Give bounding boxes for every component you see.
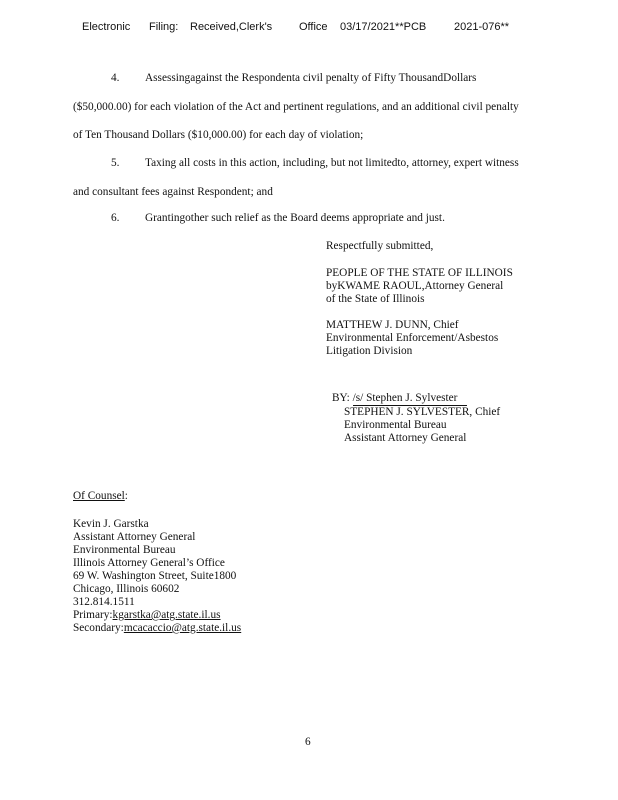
state-line: of the State of Illinois (326, 293, 425, 305)
division-title-2: Litigation Division (326, 345, 413, 357)
header-office: Office (299, 21, 328, 33)
signer-title: Assistant Attorney General (344, 432, 467, 444)
counsel-city: Chicago, Illinois 60602 (73, 583, 180, 595)
division-title-1: Environmental Enforcement/Asbestos (326, 332, 499, 344)
item-4-line-3: of Ten Thousand Dollars ($10,000.00) for each day of violation; (73, 129, 364, 141)
electronic-signature: /s/ Stephen J. Sylvester (353, 392, 468, 406)
counsel-street: 69 W. Washington Street, Suite1800 (73, 570, 237, 582)
header-case-number: 2021-076** (454, 21, 510, 33)
signer-bureau: Environmental Bureau (344, 419, 447, 431)
item-5-line-2: and consultant fees against Respondent; and (73, 186, 273, 198)
item-4-line-1: Assessingagainst the Respondenta civil penalty of Fifty ThousandDollars (145, 72, 477, 84)
item-6-line-1: Grantingother such relief as the Board deems appropriate and just. (145, 212, 445, 224)
of-counsel-block (73, 490, 241, 635)
people-of-illinois: PEOPLE OF THE STATE OF ILLINOIS (326, 267, 513, 279)
of-counsel-colon: : (124, 490, 128, 502)
header-received: Received,Clerk's (190, 21, 273, 33)
signer-block (332, 392, 500, 445)
item-5-line-1: Taxing all costs in this action, including, but not limitedto, attorney, expert witness (145, 157, 519, 169)
primary-email-link[interactable]: kgarstka@atg.state.il.us (112, 609, 221, 621)
signature-block (326, 240, 513, 358)
division-chief-name: MATTHEW J. DUNN, Chief (326, 319, 459, 331)
counsel-office: Illinois Attorney General’s Office (73, 557, 225, 569)
item-number: 4. (111, 72, 120, 84)
of-counsel-heading: Of Counsel (73, 490, 125, 502)
page-number: 6 (305, 736, 311, 748)
by-label: BY: (332, 392, 350, 404)
item-number: 6. (111, 212, 120, 224)
item-number: 5. (111, 157, 120, 169)
counsel-name: Kevin J. Garstka (73, 518, 149, 530)
item-4-line-2: ($50,000.00) for each violation of the Act and pertinent regulations, and an additional civil penalty (73, 101, 519, 113)
counsel-bureau: Environmental Bureau (73, 544, 176, 556)
secondary-email-label: Secondary: (73, 622, 124, 634)
header-date: 03/17/2021**PCB (340, 21, 427, 33)
counsel-phone: 312.814.1511 (73, 596, 135, 608)
secondary-email-link[interactable]: mcacaccio@atg.state.il.us (123, 622, 242, 634)
attorney-general-line: byKWAME RAOUL,Attorney General (326, 280, 504, 292)
header-filing: Filing: (149, 21, 179, 33)
signer-name: STEPHEN J. SYLVESTER, Chief (344, 406, 501, 418)
respectfully-submitted: Respectfully submitted, (326, 240, 434, 252)
header-electronic: Electronic (82, 21, 131, 33)
primary-email-label: Primary: (73, 609, 113, 621)
counsel-title: Assistant Attorney General (73, 531, 196, 543)
